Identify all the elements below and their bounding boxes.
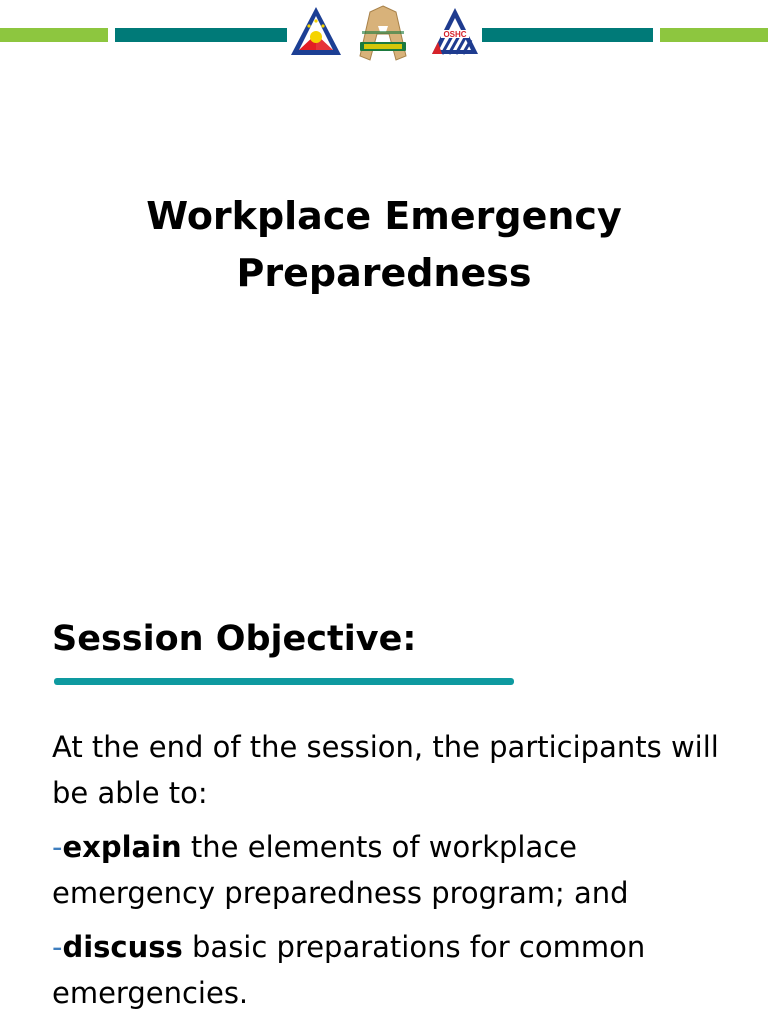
- vision-1-million-icon: [356, 4, 410, 64]
- objective-keyword: explain: [62, 830, 182, 864]
- slide-title-line-1: Workplace Emergency: [146, 194, 622, 238]
- slide-title: [0, 188, 768, 302]
- session-objective-heading: Session Objective:: [52, 619, 417, 659]
- objective-item-text: basic preparations for common emergencies.: [52, 930, 646, 1010]
- objective-keyword: discuss: [62, 930, 183, 964]
- dole-seal-icon: [288, 4, 344, 58]
- bullet-dash: -: [52, 830, 63, 864]
- bullet-dash: -: [52, 930, 63, 964]
- heading-underline: [54, 678, 514, 685]
- header-band: [0, 0, 768, 70]
- objective-item: [52, 924, 742, 1016]
- header-bar-teal-left: [115, 28, 287, 42]
- objective-item-text: the elements of workplace emergency preparedness program; and: [52, 830, 629, 910]
- svg-text:OSHC: OSHC: [443, 30, 467, 39]
- slide-title-line-2: Preparedness: [236, 251, 532, 295]
- oshc-logo-icon: [428, 4, 482, 58]
- objective-item: [52, 824, 742, 916]
- objective-body: [52, 724, 742, 1016]
- header-bar-green-left: [0, 28, 108, 42]
- header-bar-teal-right: [482, 28, 653, 42]
- header-bar-green-right: [660, 28, 768, 42]
- objective-intro: At the end of the session, the participants will be able to:: [52, 730, 719, 810]
